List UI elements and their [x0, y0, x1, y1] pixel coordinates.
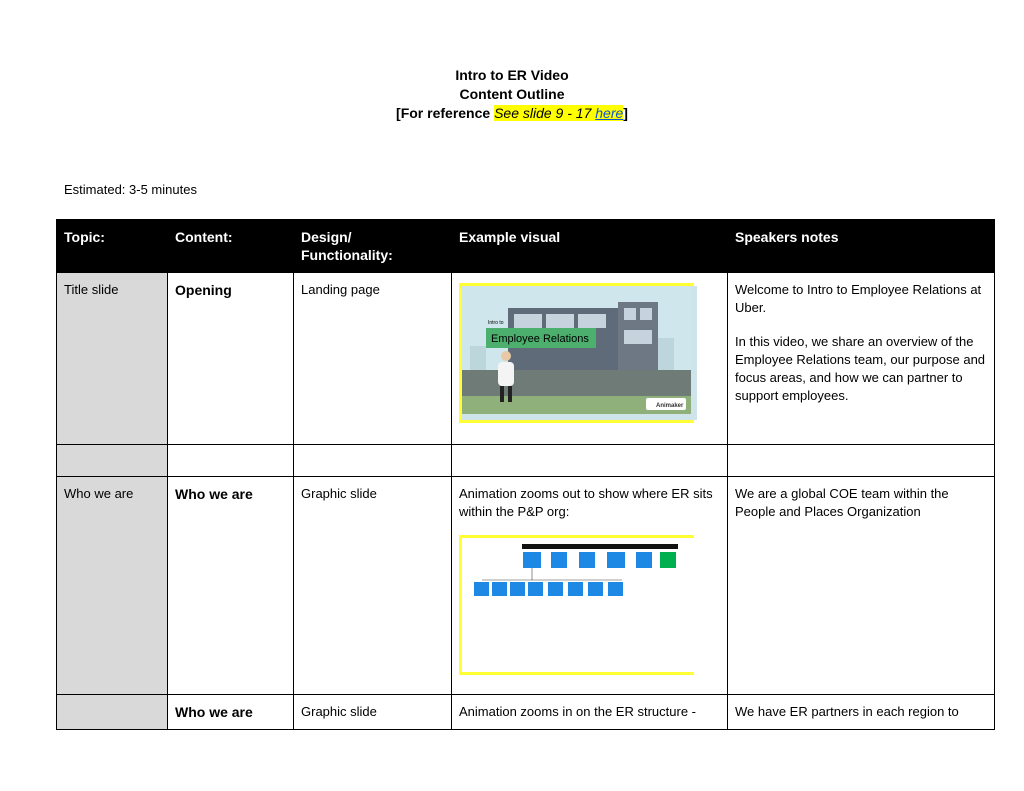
content-outline-table: [56, 219, 995, 730]
org-chart-illustration: [462, 538, 691, 666]
topic-cell: Title slide: [57, 273, 168, 445]
content-cell: Opening: [168, 273, 294, 445]
reference-highlight: See slide 9 - 17 here: [494, 105, 624, 121]
document-header: [0, 66, 1024, 123]
table-row: [57, 695, 995, 730]
visual-cell: [452, 477, 728, 695]
notes-cell: [728, 273, 995, 445]
notes-paragraph: In this video, we share an overview of the Employee Relations team, our purpose and focus areas, and how we can partner to support employees.: [735, 334, 986, 403]
topic-cell: [57, 445, 168, 477]
org-chart-thumbnail: [462, 538, 697, 672]
estimated-duration: Estimated: 3-5 minutes: [64, 182, 197, 197]
employee-relations-text: Employee Relations: [491, 333, 589, 345]
table-row: [57, 445, 995, 477]
design-cell: Graphic slide: [294, 477, 452, 695]
notes-paragraph: We have ER partners in each region to: [735, 704, 959, 719]
header-design: Design/ Functionality:: [294, 220, 452, 273]
title-slide-thumbnail: [462, 286, 697, 420]
doc-subtitle: Content Outline: [459, 86, 565, 102]
design-cell: Graphic slide: [294, 695, 452, 730]
visual-frame: [459, 535, 694, 675]
topic-cell: Who we are: [57, 477, 168, 695]
notes-paragraph: Welcome to Intro to Employee Relations at Uber.: [735, 282, 982, 315]
reference-link[interactable]: here: [595, 105, 624, 121]
design-cell: [294, 445, 452, 477]
topic-cell: [57, 695, 168, 730]
intro-to-text: Intro to: [488, 320, 504, 326]
notes-cell: [728, 695, 995, 730]
notes-cell: [728, 445, 995, 477]
header-topic: Topic:: [57, 220, 168, 273]
visual-cell: Animation zooms in on the ER structure -: [452, 695, 728, 730]
notes-paragraph: We are a global COE team within the People and Places Organization: [735, 486, 949, 519]
animaker-watermark: Animaker: [656, 403, 684, 409]
table-row: [57, 273, 995, 445]
visual-cell: [452, 445, 728, 477]
design-cell: Landing page: [294, 273, 452, 445]
content-cell: [168, 445, 294, 477]
visual-cell: [452, 273, 728, 445]
header-content: Content:: [168, 220, 294, 273]
title-slide-illustration: [462, 286, 691, 414]
table-row: [57, 477, 995, 695]
table-header-row: [57, 220, 995, 273]
header-speakers-notes: Speakers notes: [728, 220, 995, 273]
content-cell: Who we are: [168, 695, 294, 730]
visual-frame: [459, 283, 694, 423]
header-example-visual: Example visual: [452, 220, 728, 273]
content-cell: Who we are: [168, 477, 294, 695]
reference-line: [For reference See slide 9 - 17 here]: [396, 105, 628, 121]
doc-title: Intro to ER Video: [455, 67, 569, 83]
notes-cell: [728, 477, 995, 695]
visual-caption: Animation zooms out to show where ER sits within the P&P org:: [459, 486, 713, 519]
